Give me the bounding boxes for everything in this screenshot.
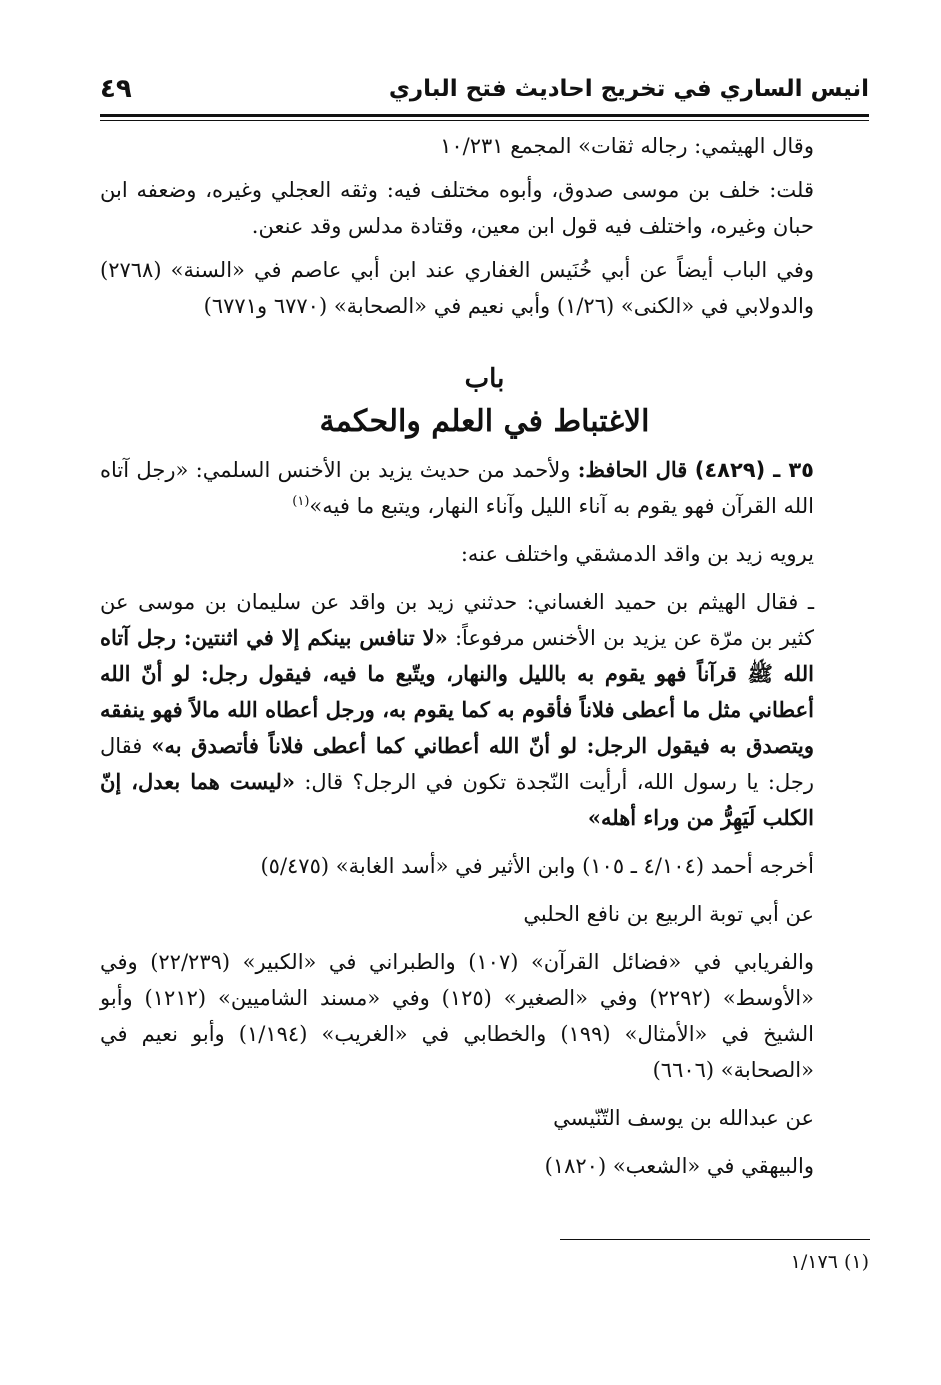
footnote-separator [560,1239,870,1240]
paragraph-abu-tawba: عن أبي توبة الربيع بن نافع الحلبي [523,902,814,926]
chapter-label: باب [464,364,505,394]
narration-chain: ـ فقال الهيثم بن حميد الغساني: حدثني زيد بن واقد عن سليمان بن موسى عن كثير بن مرّة عن يزيد بن الأخنس مرفوعاً: [100,590,814,650]
hadith-text: ولأحمد من حديث يزيد بن الأخنس السلمي: «رجل آتاه الله القرآن فهو يقوم به آناء الليل وآناء النهار، ويتبع ما فيه» [100,458,814,518]
narration-question: فقال رجل: يا رسول الله، أرأيت النّجدة تكون في الرجل؟ قال: [100,734,814,794]
narration-answer: «ليست هما بعدل، إنّ الكلب لَيَهِرُّ من وراء أهله» [100,769,814,830]
hadith-number: ٣٥ ـ (٤٨٢٩) [694,458,814,482]
page-number: ٤٩ [100,74,132,104]
chapter-title: الاغتباط في العلم والحكمة [319,404,650,439]
main-text [100,128,869,1184]
paragraph-bayhaqi: والبيهقي في «الشعب» (١٨٢٠) [544,1154,814,1178]
header-rule-thin [100,120,869,121]
page-header [100,66,869,112]
hadith-intro: قال الحافظ: [577,457,688,482]
running-title: انيس الساري في تخريج احاديث فتح الباري [388,76,869,102]
paragraph-qultu: قلت: خلف بن موسى صدوق، وأبوه مختلف فيه: وثقه العجلي وغيره، وضعفه ابن حبان وغيره، واختلف فيه قول ابن معين، وقتادة مدلس وقد عنعن. [100,178,814,238]
narration-matn: «لا تنافس بينكم إلا في اثنتين: رجل آتاه الله ﷺ قرآناً فهو يقوم به بالليل والنهار، ويتّبع ما فيه، فيقول رجل: لو أنّ الله أعطاني مثل ما أعطى فلاناً فأقوم به كما يقوم به، ورجل أعطاه الله مالاً فهو ينفقه ويتصدق به فيقول الرجل: لو أنّ الله أعطاني كما أعطى فلاناً فأتصدق به» [100,625,814,758]
paragraph-firyabi: والفريابي في «فضائل القرآن» (١٠٧) والطبراني في «الكبير» (٢٢/٢٣٩) وفي «الأوسط» (٢٢٩٢) وفي «الصغير» (١٢٥) وفي «مسند الشاميين» (١٢١٢) وأبو الشيخ في «الأمثال» (١٩٩) والخطابي في «الغريب» (١/١٩٤) وأبو نعيم في «الصحابة» (٦٦٠٦) [100,950,815,1082]
paragraph-ahmad: أخرجه أحمد (٤/١٠٤ ـ ١٠٥) وابن الأثير في «أسد الغابة» (٥/٤٧٥) [260,854,814,878]
paragraph-tinnisi: عن عبدالله بن يوسف التّنّيسي [553,1106,814,1130]
header-rule-thick [100,114,869,117]
paragraph-yarwihi: يرويه زيد بن واقد الدمشقي واختلف عنه: [460,542,814,566]
paragraph-haytham-narration [100,584,869,836]
hadith-entry [100,452,869,524]
footnote-reference: (١) [292,494,310,509]
footnote: (١) ١/١٧٦ [790,1251,869,1273]
paragraph-wafil-bab: وفي الباب أيضاً عن أبي خُنَيس الغفاري عند ابن أبي عاصم في «السنة» (٢٧٦٨) والدولابي في «الكنى» (١/٢٦) وأبي نعيم في «الصحابة» (٦٧٧٠ و٦٧٧١) [100,258,814,318]
paragraph-haythami: وقال الهيثمي: رجاله ثقات» المجمع ١٠/٢٣١ [440,134,814,158]
